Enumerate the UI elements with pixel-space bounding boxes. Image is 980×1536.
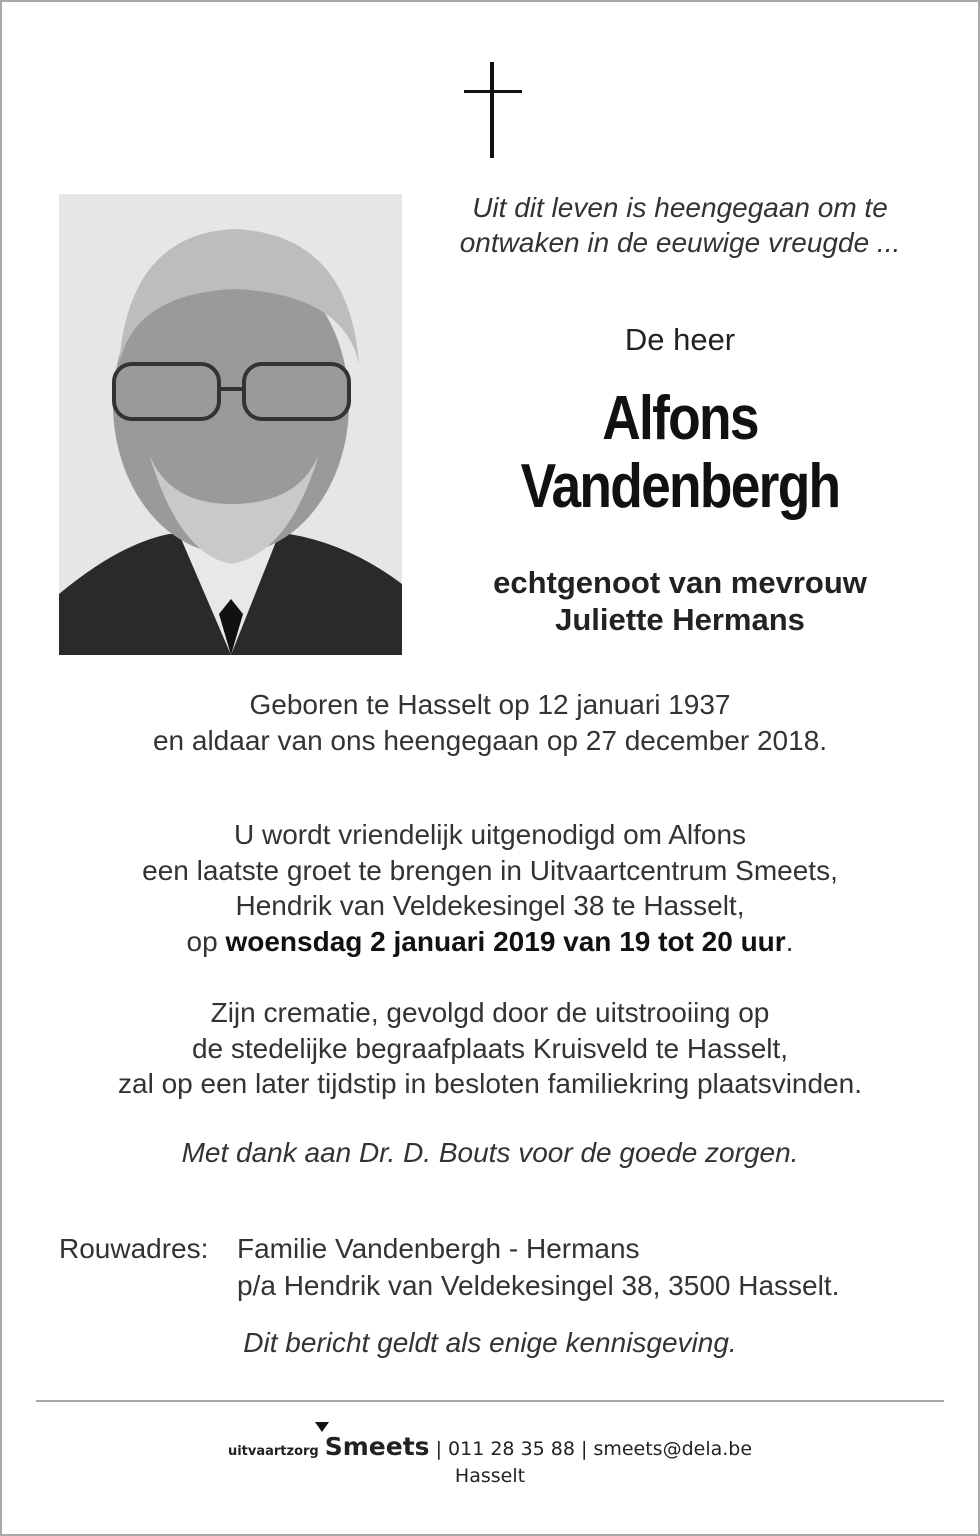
address-label: Rouwadres: bbox=[59, 1233, 209, 1264]
birth-death-info bbox=[0, 687, 980, 758]
address-line: p/a Hendrik van Veldekesingel 38, 3500 Hasselt. bbox=[237, 1270, 840, 1301]
quote-line: ontwaken in de eeuwige vreugde ... bbox=[459, 227, 901, 258]
footer-contact: | 011 28 35 88 | smeets@dela.be bbox=[429, 1438, 753, 1460]
text-line: U wordt vriendelijk uitgenodigd om Alfons bbox=[233, 819, 747, 850]
text-line bbox=[0, 924, 980, 960]
honorific: De heer bbox=[624, 322, 736, 357]
text-line: een laatste groet te brengen in Uitvaartcentrum Smeets, bbox=[142, 854, 838, 886]
divider bbox=[36, 1400, 944, 1402]
text-line: Zijn crematie, gevolgd door de uitstrooiing op bbox=[210, 997, 770, 1028]
brand-name: Smeets bbox=[324, 1432, 430, 1461]
last-name: Vandenbergh bbox=[520, 452, 840, 521]
quote bbox=[400, 190, 960, 260]
footer-prefix: uitvaartzorg bbox=[227, 1444, 319, 1459]
spouse-name: Juliette Hermans bbox=[555, 602, 805, 637]
footer-city: Hasselt bbox=[454, 1465, 526, 1487]
text-line: Geboren te Hasselt op 12 januari 1937 bbox=[249, 689, 731, 720]
brand-logo bbox=[325, 1432, 430, 1461]
text: . bbox=[785, 925, 794, 957]
text-line: Hendrik van Veldekesingel 38 te Hasselt, bbox=[235, 890, 745, 921]
triangle-icon bbox=[315, 1422, 329, 1432]
invitation bbox=[0, 817, 980, 959]
footer bbox=[0, 1432, 980, 1487]
visitation-time: woensdag 2 januari 2019 van 19 tot 20 uur bbox=[225, 925, 786, 957]
address-line: Familie Vandenbergh - Hermans bbox=[237, 1233, 640, 1264]
portrait-photo bbox=[59, 194, 402, 655]
quote-line: Uit dit leven is heengegaan om te bbox=[472, 192, 888, 223]
text-line: zal op een later tijdstip in besloten familiekring plaatsvinden. bbox=[118, 1068, 862, 1099]
thanks: Met dank aan Dr. D. Bouts voor de goede zorgen. bbox=[181, 1137, 799, 1168]
spouse-line: echtgenoot van mevrouw bbox=[493, 565, 867, 600]
notice: Dit bericht geldt als enige kennisgeving. bbox=[243, 1327, 737, 1358]
cremation-info bbox=[0, 995, 980, 1102]
first-name: Alfons bbox=[602, 384, 758, 453]
text-line: de stedelijke begraafplaats Kruisveld te Hasselt, bbox=[191, 1032, 789, 1064]
mourning-address bbox=[59, 1230, 839, 1304]
text-line: en aldaar van ons heengegaan op 27 december 2018. bbox=[152, 724, 828, 756]
spouse bbox=[400, 564, 960, 638]
deceased-name bbox=[439, 385, 921, 521]
text: op bbox=[186, 925, 226, 957]
cross-icon bbox=[464, 62, 522, 158]
